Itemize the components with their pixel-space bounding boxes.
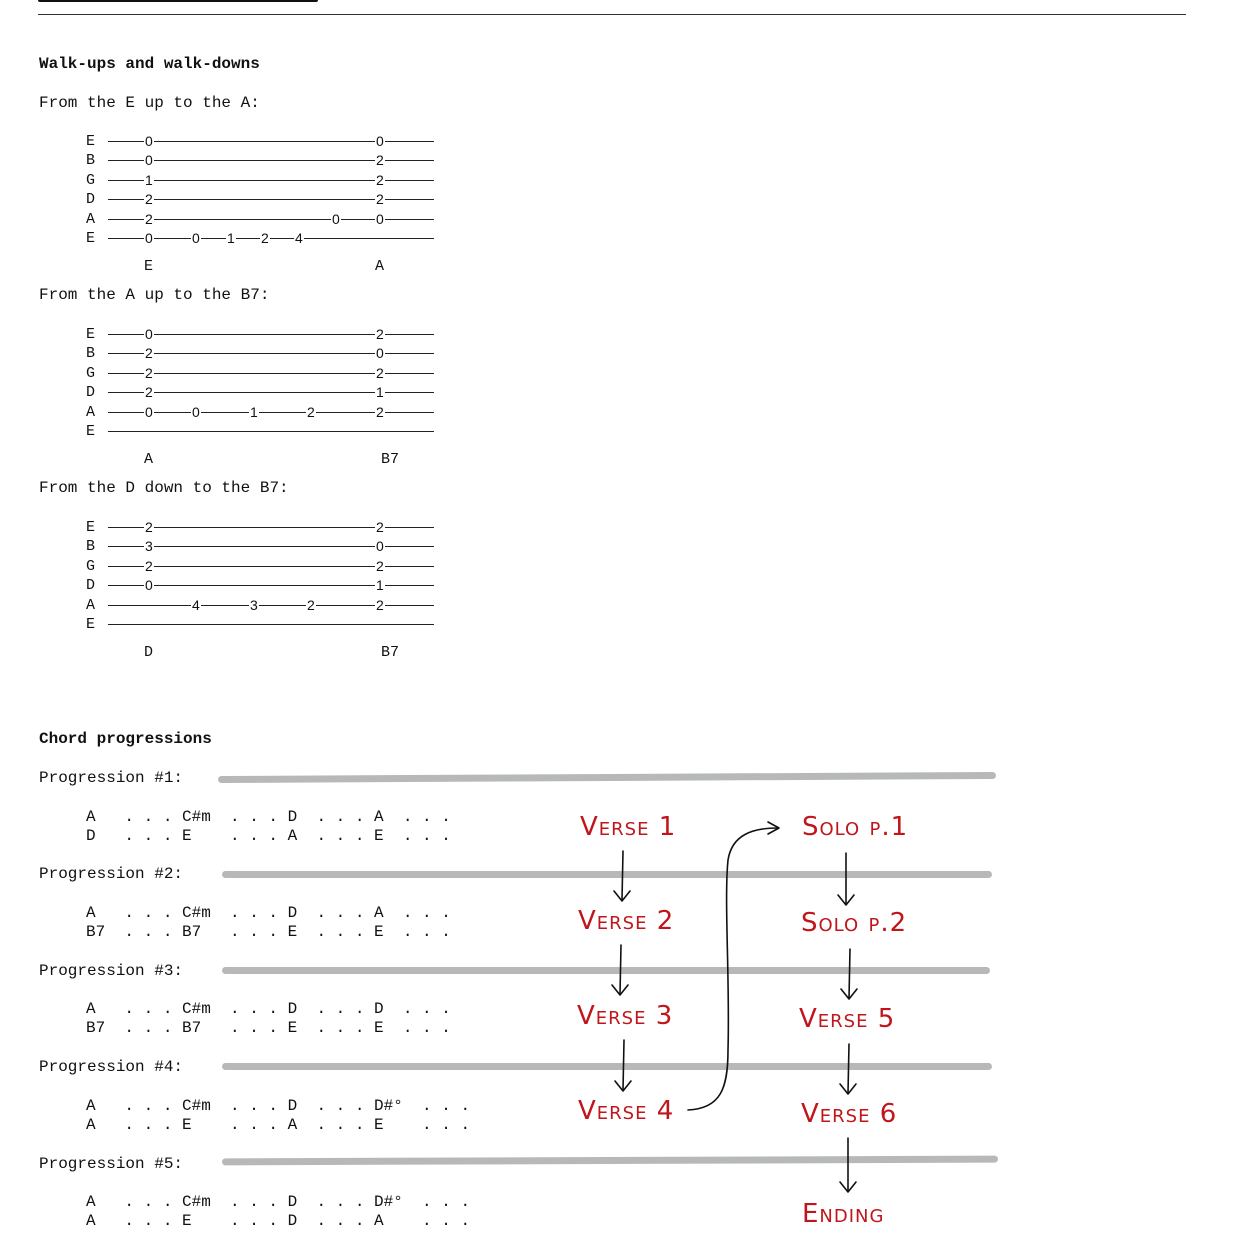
tab-fret-number: 2 xyxy=(376,403,384,420)
tab-string-label: G xyxy=(86,364,96,382)
tab-chord-name: A xyxy=(144,451,154,469)
tab-fret-number: 4 xyxy=(295,230,303,246)
tab-fret-number: 0 xyxy=(145,230,153,246)
tab-chord-name: E xyxy=(144,258,154,276)
tab-string-label: D xyxy=(86,384,96,402)
tab-string-label: D xyxy=(86,191,96,209)
progressions-heading: Chord progressions xyxy=(39,730,212,748)
tab-chord-name: B7 xyxy=(381,644,400,662)
tab-chord-name: A xyxy=(375,258,385,276)
tab-string-label: E xyxy=(86,616,96,633)
tab-fret-number: 2 xyxy=(145,364,153,381)
tab-fret-number: 2 xyxy=(376,596,384,613)
tab-fret-number: 2 xyxy=(376,519,384,535)
tab-fret-number: 1 xyxy=(376,384,384,401)
tab-fret-number: 1 xyxy=(145,171,153,188)
tab-fret-number: 2 xyxy=(307,403,315,420)
progression-label: Progression #3: xyxy=(39,962,184,980)
tab-fret-number: 2 xyxy=(145,345,153,362)
tab-string-label: D xyxy=(86,577,96,595)
tab-fret-number: 2 xyxy=(376,326,384,342)
tab-fret-number: 3 xyxy=(145,538,153,555)
progression-line: D . . . E . . . A . . . E . . . xyxy=(86,827,451,845)
tab-fret-number: 0 xyxy=(145,326,153,342)
tab-fret-number: 2 xyxy=(376,171,384,188)
tab-fret-number: 0 xyxy=(332,210,340,227)
progression-label: Progression #2: xyxy=(39,865,184,883)
tab-fret-number: 4 xyxy=(192,596,200,613)
tab-fret-number: 0 xyxy=(376,133,384,149)
annotation-verse-1: Verse 1 xyxy=(580,812,677,842)
progression-line: B7 . . . B7 . . . E . . . E . . . xyxy=(86,1019,451,1037)
tab-string-label: B xyxy=(86,152,96,170)
tab-string-label: G xyxy=(86,557,96,575)
progression-line: A . . . C#m . . . D . . . D#° . . . xyxy=(86,1097,471,1115)
annotation-verse-2: Verse 2 xyxy=(578,906,675,936)
tab-fret-number: 1 xyxy=(227,230,235,246)
tab-fret-number: 0 xyxy=(192,230,200,246)
tab-fret-number: 0 xyxy=(145,152,153,169)
tab-fret-number: 0 xyxy=(376,538,384,555)
progression-line: A . . . C#m . . . D . . . A . . . xyxy=(86,808,451,826)
tab-string-label: G xyxy=(86,171,96,189)
tab-fret-number: 2 xyxy=(145,191,153,208)
tab-fret-number: 2 xyxy=(307,596,315,613)
progression-line: A . . . E . . . A . . . E . . . xyxy=(86,1116,471,1134)
progression-label: Progression #5: xyxy=(39,1155,184,1173)
tab-string-label: E xyxy=(86,230,96,247)
tab-string-label: E xyxy=(86,326,96,343)
progression-label: Progression #1: xyxy=(39,769,184,787)
tab-fret-number: 2 xyxy=(145,557,153,574)
tab-string-label: E xyxy=(86,423,96,440)
annotation-solo-1: Solo p.1 xyxy=(802,812,909,842)
tab-fret-number: 3 xyxy=(250,596,258,613)
tab-fret-number: 2 xyxy=(376,364,384,381)
tab-string-label: E xyxy=(86,133,96,150)
tab-string-label: E xyxy=(86,519,96,536)
tab-fret-number: 1 xyxy=(250,403,258,420)
tab-string-label: A xyxy=(86,596,96,614)
annotation-solo-2: Solo p.2 xyxy=(801,908,908,938)
tab-fret-number: 2 xyxy=(376,191,384,208)
annotation-ending: Ending xyxy=(802,1199,885,1229)
section-caption: From the E up to the A: xyxy=(39,94,260,112)
tab-fret-number: 0 xyxy=(145,403,153,420)
tab-fret-number: 1 xyxy=(376,577,384,594)
tab-string-label: B xyxy=(86,345,96,363)
tab-fret-number: 0 xyxy=(376,345,384,362)
progression-label: Progression #4: xyxy=(39,1058,184,1076)
section-caption: From the D down to the B7: xyxy=(39,479,289,497)
tab-fret-number: 2 xyxy=(145,384,153,401)
section-caption: From the A up to the B7: xyxy=(39,286,270,304)
tab-fret-number: 0 xyxy=(376,210,384,227)
tab-fret-number: 0 xyxy=(145,577,153,594)
annotation-verse-4: Verse 4 xyxy=(578,1096,675,1126)
tab-string-label: B xyxy=(86,538,96,556)
tab-fret-number: 0 xyxy=(145,133,153,149)
tab-string-label: A xyxy=(86,210,96,228)
tab-string-label: A xyxy=(86,403,96,421)
progression-line: A . . . C#m . . . D . . . A . . . xyxy=(86,904,451,922)
walkups-heading: Walk-ups and walk-downs xyxy=(39,55,260,73)
annotation-verse-3: Verse 3 xyxy=(577,1001,674,1031)
progression-line: B7 . . . B7 . . . E . . . E . . . xyxy=(86,923,451,941)
annotation-verse-6: Verse 6 xyxy=(801,1099,898,1129)
tab-fret-number: 2 xyxy=(145,210,153,227)
tab-fret-number: 0 xyxy=(192,403,200,420)
annotation-verse-5: Verse 5 xyxy=(799,1004,896,1034)
tab-fret-number: 2 xyxy=(376,557,384,574)
progression-line: A . . . E . . . D . . . A . . . xyxy=(86,1212,471,1230)
tab-chord-name: D xyxy=(144,644,154,662)
tab-fret-number: 2 xyxy=(261,230,269,246)
tab-chord-name: B7 xyxy=(381,451,400,469)
progression-line: A . . . C#m . . . D . . . D#° . . . xyxy=(86,1193,471,1211)
progression-line: A . . . C#m . . . D . . . D . . . xyxy=(86,1000,451,1018)
tab-fret-number: 2 xyxy=(145,519,153,535)
tab-fret-number: 2 xyxy=(376,152,384,169)
